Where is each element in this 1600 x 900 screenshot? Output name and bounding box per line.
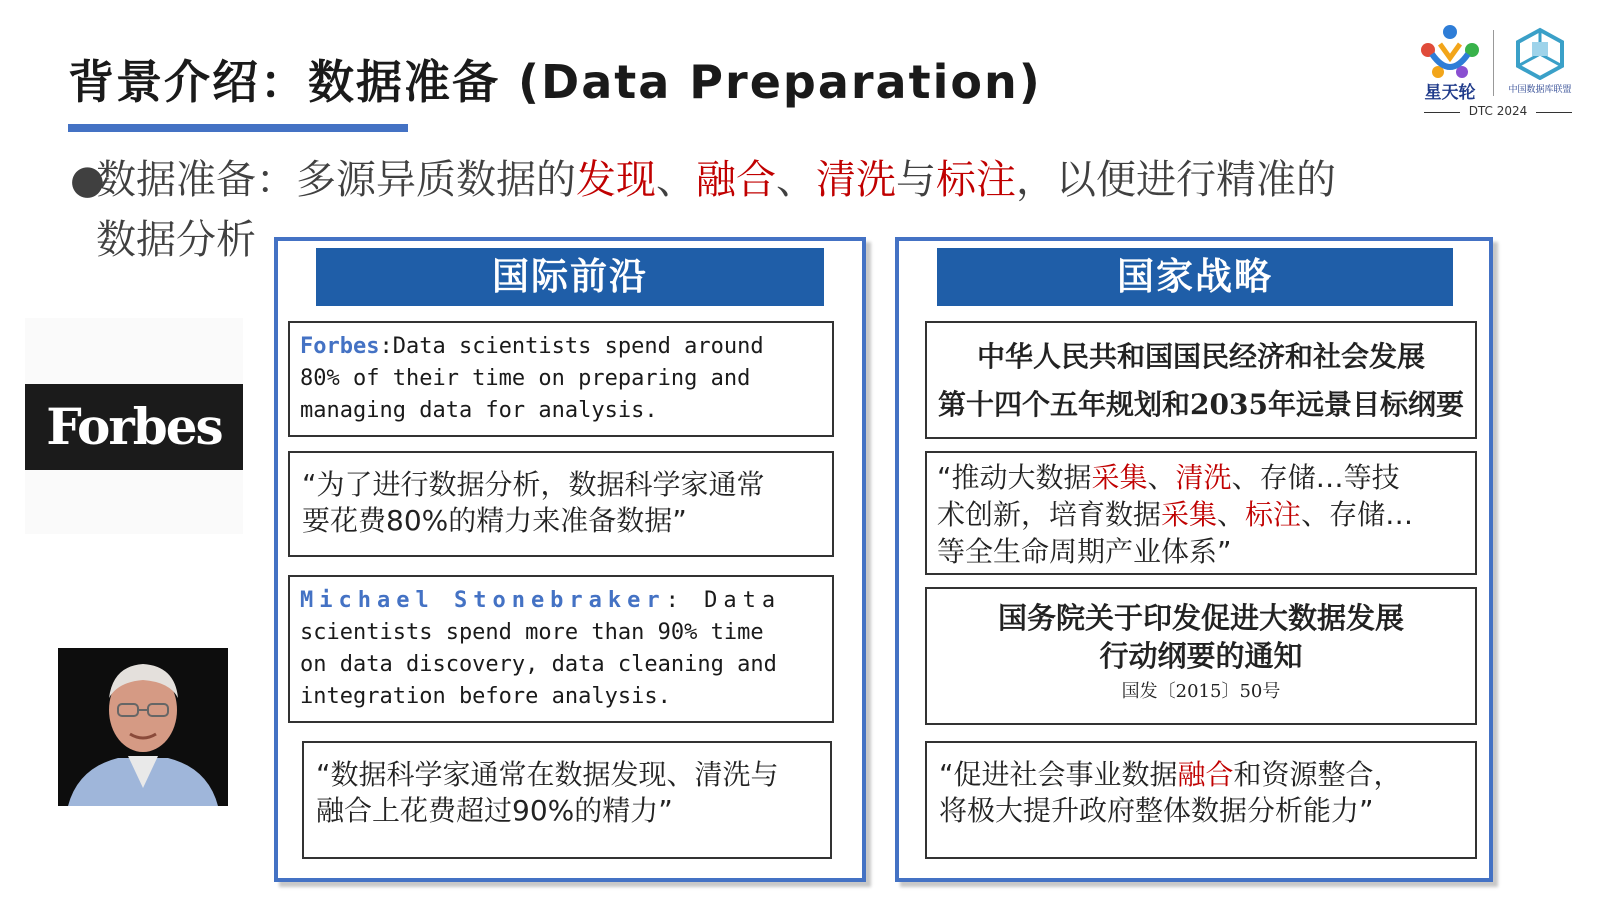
document-title-line: 国务院关于印发促进大数据发展: [997, 601, 1404, 635]
database-alliance-logo: [1502, 24, 1578, 100]
quote-source: Michael Stonebraker: [300, 588, 666, 613]
xingtianlun-logo-icon: [1418, 24, 1482, 80]
brand-right-label: 中国数据库联盟: [1508, 85, 1572, 95]
quote-text: 和资源整合，: [1233, 758, 1402, 791]
quote-line: [939, 757, 1463, 793]
panel-header: 国际前沿: [316, 248, 824, 306]
cube-icon: [1502, 24, 1578, 80]
bullet-text: 、: [656, 157, 696, 203]
quote-text: : Data: [665, 588, 782, 613]
quote-text: :Data scientists spend around: [379, 334, 764, 359]
quote-line: 融合上花费超过90%的精力”: [316, 794, 673, 827]
quote-text: “推动大数据: [937, 461, 1092, 494]
highlight-text: 发现: [576, 157, 656, 203]
quote-text: 、: [1217, 498, 1246, 531]
quote-line: 等全生命周期产业体系”: [937, 535, 1232, 568]
stonebraker-cn-box: [302, 741, 832, 859]
quote-source: Forbes: [300, 334, 380, 359]
quote-line: [300, 331, 822, 363]
page-title: 背景介绍：数据准备 (Data Preparation): [68, 55, 1042, 109]
highlight-text: 清洗: [1175, 461, 1232, 494]
stonebraker-photo: [58, 648, 228, 806]
state-council-quote-box: [925, 741, 1477, 859]
document-number: 国发〔2015〕50号: [1121, 681, 1281, 702]
title-underline: [68, 124, 408, 132]
international-frontier-panel: [274, 237, 866, 882]
quote-line: managing data for analysis.: [300, 398, 658, 423]
stonebraker-quote-box: [288, 575, 834, 723]
document-title-line: 第十四个五年规划和2035年远景目标纲要: [938, 388, 1464, 421]
forbes-cn-box: [288, 451, 834, 557]
state-council-notice-box: [925, 587, 1477, 725]
national-strategy-panel: [895, 237, 1493, 882]
bullet-line-2: 数据分析: [96, 217, 256, 263]
brand-left-label: 星天轮: [1424, 83, 1476, 103]
bullet-dot: ●: [70, 157, 105, 203]
quote-line: “为了进行数据分析，数据科学家通常: [302, 468, 765, 501]
highlight-text: 标注: [1245, 498, 1302, 531]
xingtianlun-logo: [1418, 24, 1482, 103]
highlight-text: 标注: [936, 157, 1016, 203]
quote-line: 要花费80%的精力来准备数据”: [302, 504, 687, 537]
quote-text: 、存储…: [1301, 498, 1414, 531]
highlight-text: 采集: [1161, 498, 1218, 531]
quote-line: [937, 459, 1465, 496]
five-year-plan-title-box: [925, 321, 1477, 439]
forbes-logo: Forbes: [25, 384, 243, 470]
bullet-text: 、: [776, 157, 816, 203]
forbes-image: [25, 318, 243, 534]
quote-line: “数据科学家通常在数据发现、清洗与: [316, 758, 779, 791]
bullet-line-1: [70, 150, 1430, 210]
bullet-text: 数据准备：多源异质数据的: [96, 157, 576, 203]
logo-group: [1418, 24, 1578, 120]
highlight-text: 采集: [1091, 461, 1148, 494]
quote-text: 术创新，培育数据: [937, 498, 1162, 531]
panel-header: 国家战略: [937, 248, 1453, 306]
quote-line: [300, 585, 822, 617]
highlight-text: 清洗: [816, 157, 896, 203]
quote-line: on data discovery, data cleaning and: [300, 652, 777, 677]
bullet-text: ，以便进行精准的: [1016, 157, 1336, 203]
logo-divider: [1493, 30, 1494, 96]
quote-line: 80% of their time on preparing and: [300, 366, 751, 391]
forbes-quote-box: [288, 321, 834, 437]
highlight-text: 融合: [696, 157, 776, 203]
five-year-plan-quote-box: [925, 451, 1477, 575]
quote-text: “促进社会事业数据: [939, 758, 1178, 791]
bullet-text: 与: [896, 157, 936, 203]
quote-line: scientists spend more than 90% time: [300, 620, 764, 645]
document-title-line: 中华人民共和国国民经济和社会发展: [976, 340, 1425, 373]
event-label: DTC 2024: [1418, 104, 1578, 120]
quote-line: integration before analysis.: [300, 684, 671, 709]
highlight-text: 融合: [1177, 758, 1234, 791]
quote-line: 将极大提升政府整体数据分析能力”: [939, 794, 1374, 827]
quote-text: 、: [1147, 461, 1176, 494]
quote-text: 、存储…等技: [1231, 461, 1400, 494]
quote-line: [937, 496, 1465, 533]
document-title-line: 行动纲要的通知: [1099, 639, 1303, 673]
person-photo-icon: [58, 648, 228, 806]
